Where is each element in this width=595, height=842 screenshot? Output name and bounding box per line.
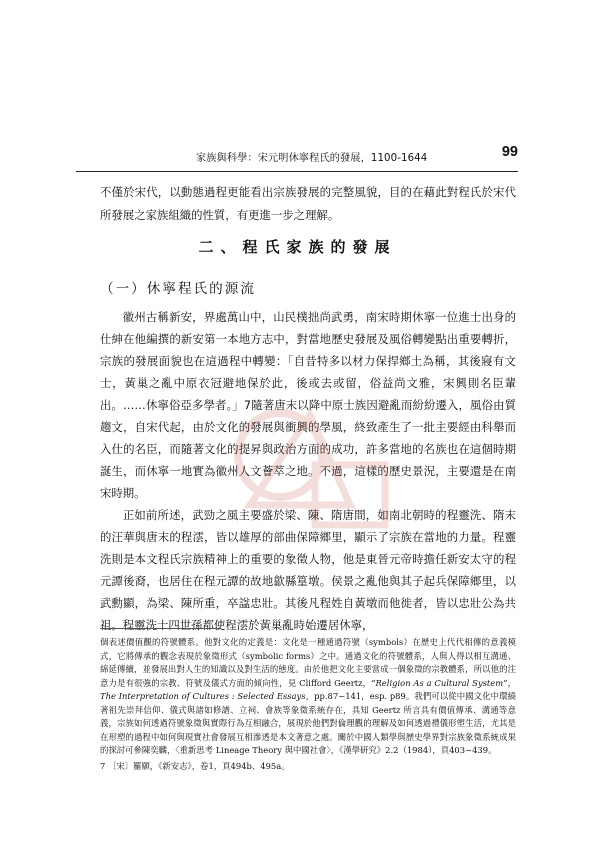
page-number: 99 bbox=[501, 144, 518, 160]
citation-book-title: The Interpretation of Cultures : Selected Essays bbox=[100, 691, 306, 701]
body-paragraph: 正如前所述，武勁之風主要盛於梁、陳、隋唐間，如南北朝時的程靈洗、隋末的汪華與唐末的程澐，皆以雄厚的部曲保障鄉里，顯示了宗族在當地的力量。程靈洗則是本文程氏宗族精神上的重要的象徵人物，他是東晉元帝時擔任新安太守的程元譚後裔，也居住在程元譚的故地歙縣篁墩。侯景之亂他與其子起兵保障鄉里，以武勳顯，為梁、陳所重，卒諡忠壯。其後凡程姓自黃墩而他徙者，皆以忠壯公為共祖。程靈洗十四世孫都使程澐於黃巢亂時始遷居休寧， bbox=[100, 508, 516, 632]
footnote-text-tail: ，pp.87~141，esp. p89。我們可以從中國文化中環繞著祖先崇拜信仰、儀式與諸如修譜、立祠、會族等象徵系統存在，具知 Geertz 所言具有價值傳承、溝通等意義，宗族如何透過符號象徵與實際行為互相融合，展現於他們對倫理觀的理解及如何透過禮儀形塑生活，尤其是在形塑的過程中如何與現實社會發展互相滲透是本文著意之處。關於中國人類學與歷史學界對宗族象徵系統成果的探討可參陳奕麟，〈重新思考 Lineage Theory 與中國社會〉，《漢學研究》2.2（1984），頁403~439。 bbox=[100, 691, 516, 755]
body-text bbox=[100, 306, 516, 636]
subsection-title: （一）休寧程氏的源流 bbox=[100, 281, 256, 297]
footnote-7: 7 〔宋〕羅願，《新安志》，卷1，頁494b、495a。 bbox=[100, 760, 290, 771]
header-rule bbox=[76, 171, 518, 172]
running-head: 家族與科學：宋元明休寧程氏的發展，1100-1644 bbox=[196, 153, 428, 164]
body-paragraph: 徽州古稱新安，界處萬山中，山民樸拙尚武勇，南宋時期休寧一位進士出身的仕紳在他編撰的新安第一本地方志中，對當地歷史發展及風俗轉變點出重要轉折，宗族的發展面貌也在這過程中轉變：「自昔特多以材力保捍鄉土為稱，其後寢有文士，黃巢之亂中原衣冠避地保於此，後或去或留，俗益尚文雅，宋興則名臣輩出。……休寧俗亞多學者。」7隨著唐末以降中原士族因避亂而紛紛遷入，風俗由質趨文，自宋代起，由於文化的發展與衝興的學風，終致產生了一批主要經由科舉而入仕的名臣，而隨著文化的提昇與政治方面的成功，許多當地的名族也在這個時期誕生，而休寧一地實為徽州人文薈萃之地。不過，這樣的歷史景況，主要還是在南宋時期。 bbox=[100, 310, 516, 500]
footnote-rule bbox=[100, 628, 220, 629]
page-header bbox=[76, 144, 518, 164]
section-title: 二、程氏家族的發展 bbox=[198, 238, 397, 256]
footnotes bbox=[100, 636, 516, 773]
citation-article-title: “Religion As a Cultural System” bbox=[371, 677, 508, 688]
citation-separator: ， bbox=[507, 677, 517, 688]
intro-paragraph: 不僅於宋代，以動態過程更能看出宗族發展的完整風貌，目的在藉此對程氏於宋代所發展之家族組織的性質，有更進一步之理解。 bbox=[100, 185, 516, 222]
footnote-continuation bbox=[100, 636, 516, 758]
footnote-text: 個表述價值觀的符號體系。他對文化的定義是：文化是一種通過符號（symbols）在歷史上代代相傳的意義模式，它將傳承的觀念表現於象徵形式（symbolic forms）之中。通過文化的符號體系，人與人得以相互溝通、綿延傳續，並發展出對人生的知識以及對生活的態度。由於他把文化主要當成一個象徵的宗教體系，所以他的注意力是有很強的宗教、符號及儀式方面的傾向性，見 Clifford Geertz， bbox=[100, 637, 516, 688]
